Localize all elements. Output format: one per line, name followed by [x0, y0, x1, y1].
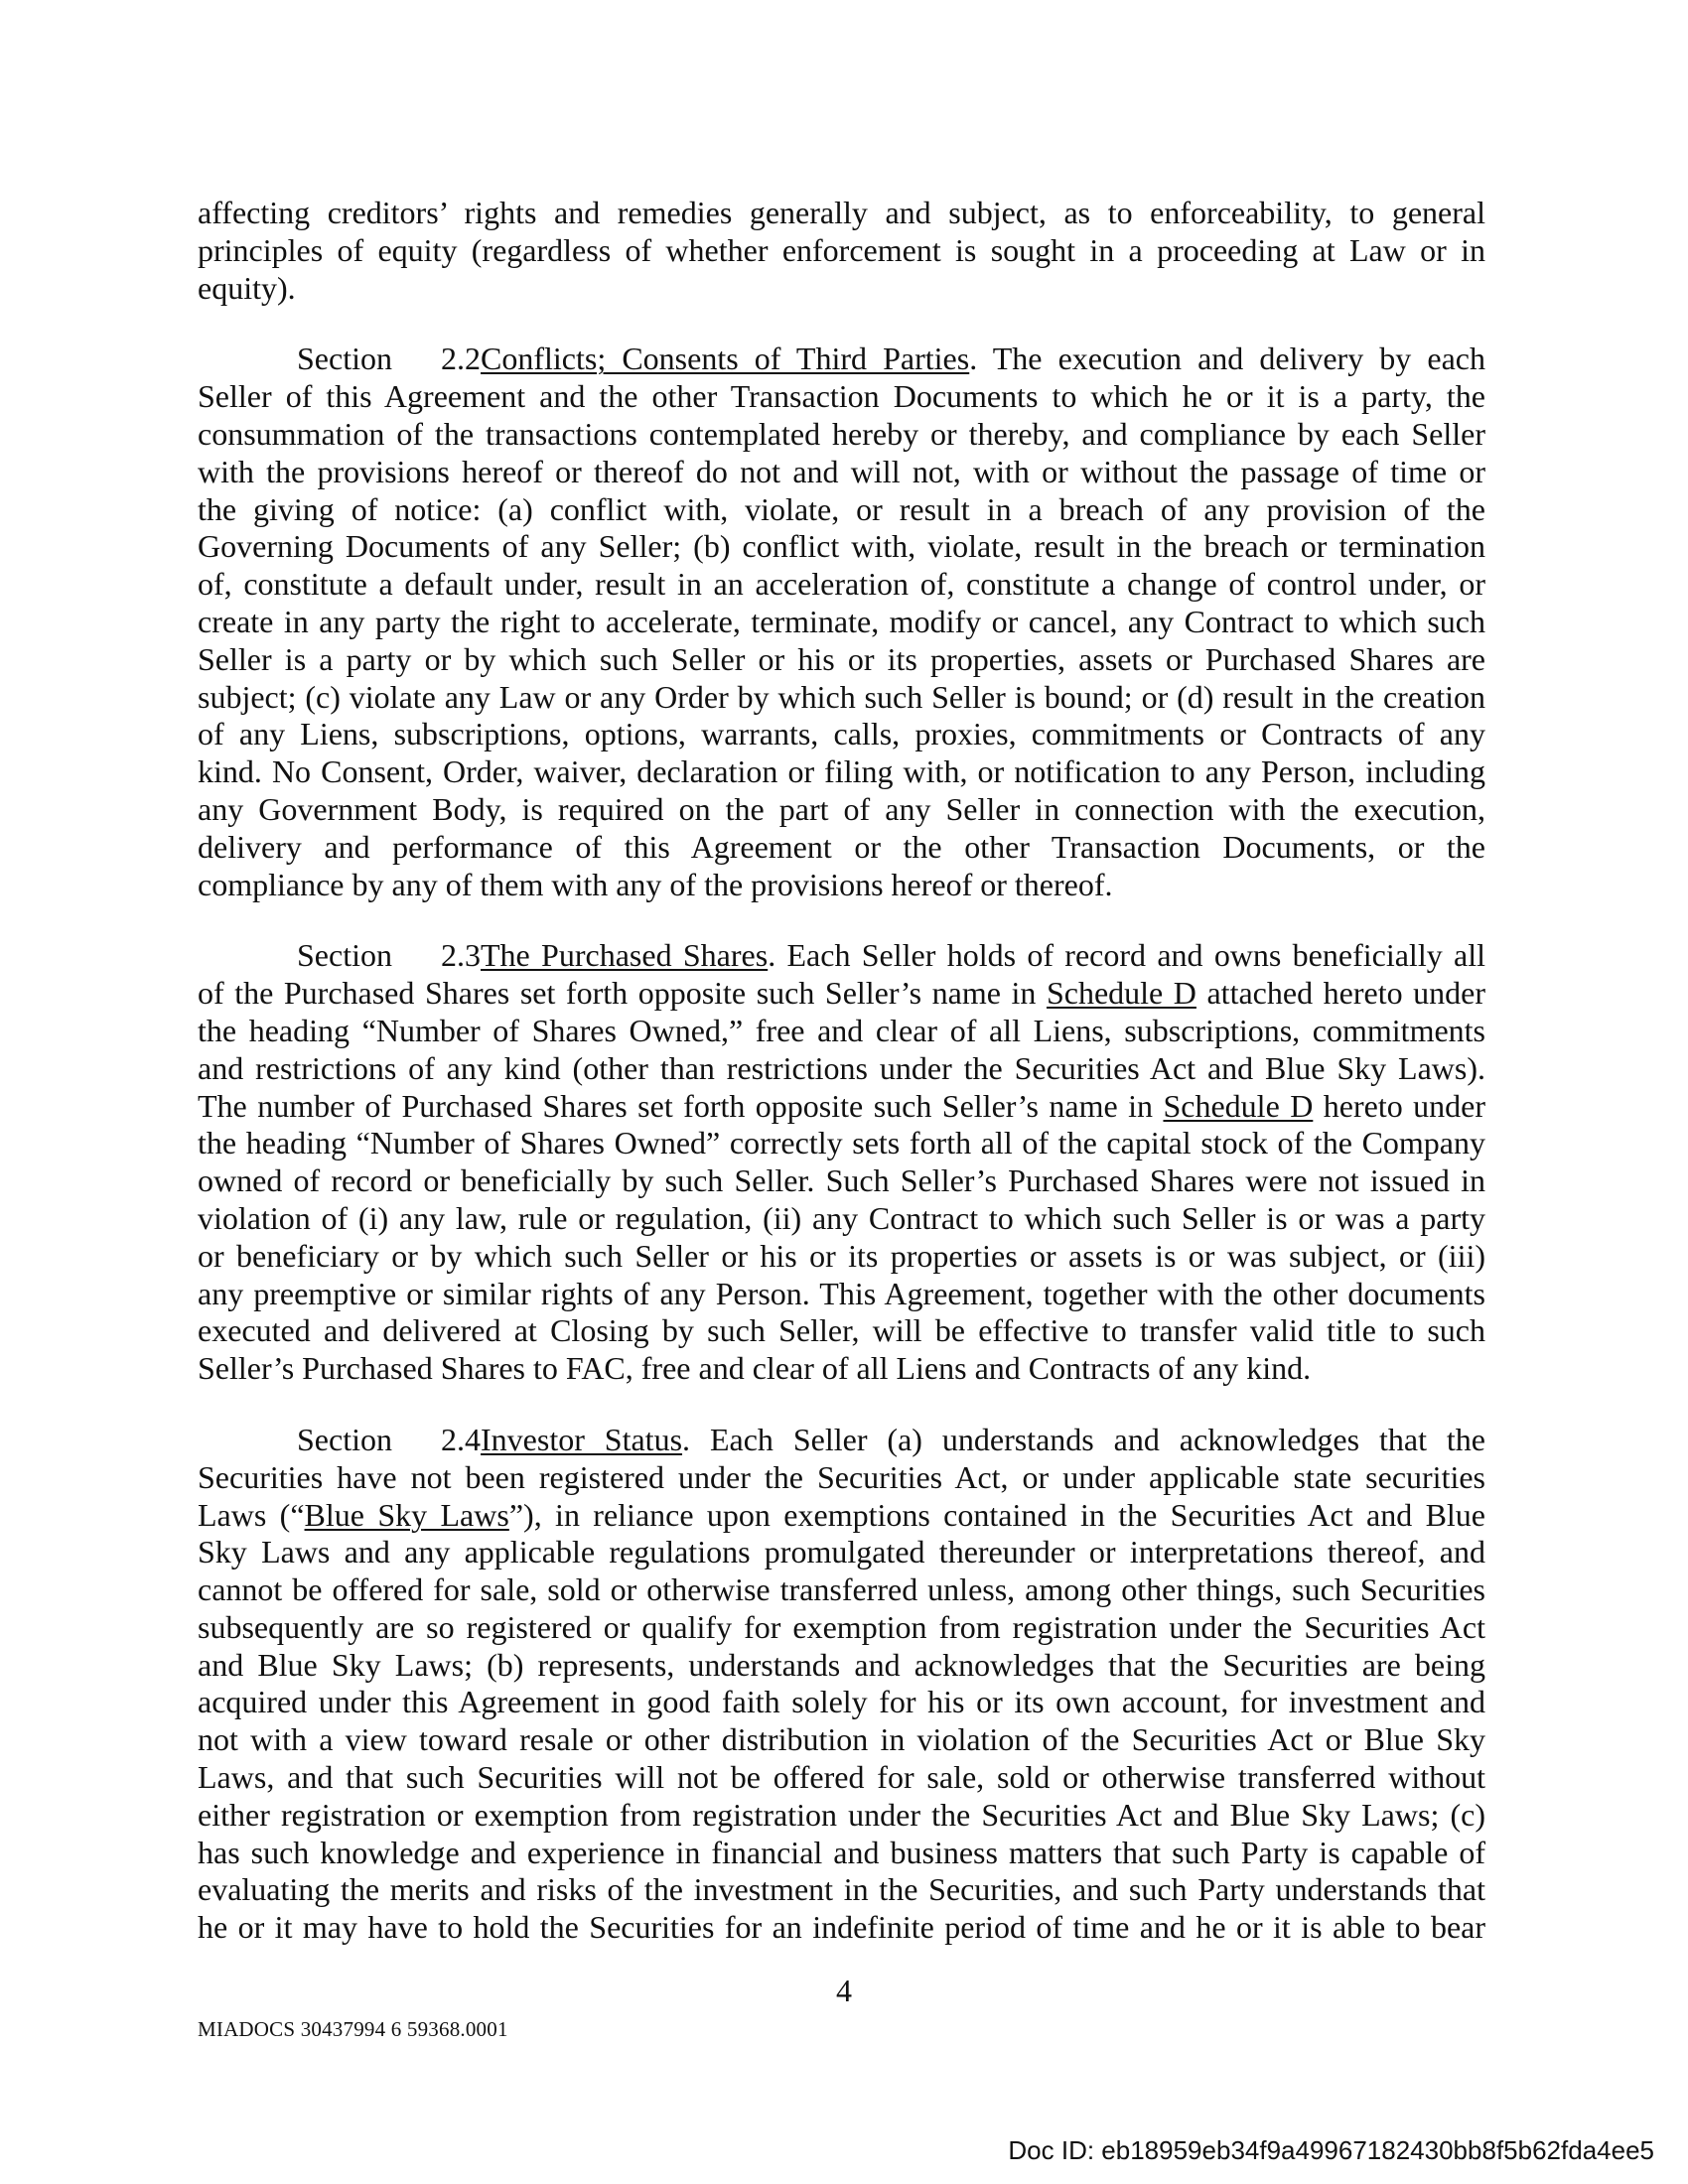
text-line: Seller’s Purchased Shares to FAC, free and clear of all Liens and Contracts of any kind. — [198, 1350, 1312, 1387]
text-line: subsequently are so registered or qualify for exemption from registration under the Securities Act — [198, 1608, 1485, 1645]
text-run: The number of Purchased Shares set forth opposite such Seller’s name in — [198, 1087, 1164, 1124]
text-line: with the provisions hereof or thereof do not and will not, with or without the passage of time or — [198, 453, 1485, 489]
text-line: either registration or exemption from registration under the Securities Act and Blue Sky Laws; (c) — [198, 1796, 1485, 1833]
text-line — [198, 1497, 1485, 1535]
text-line — [198, 1088, 1485, 1126]
document-body — [198, 195, 1485, 1980]
text-line: he or it may have to hold the Securities for an indefinite period of time and he or it is able to bear — [198, 1909, 1485, 1946]
text-run: attached hereto under — [1196, 975, 1486, 1012]
page-number: 4 — [836, 1973, 852, 2008]
text-run: hereto under — [1313, 1087, 1486, 1124]
text-run: . Each Seller holds of record and owns beneficially all — [768, 937, 1486, 974]
document-id: Doc ID: eb18959eb34f9a49967182430bb8f5b62fda4ee5 — [1008, 2135, 1654, 2165]
text-line: subject; (c) violate any Law or any Order by which such Seller is bound; or (d) result in the creation — [198, 678, 1485, 715]
schedule-reference: Schedule D — [1163, 1087, 1314, 1124]
text-line: and Blue Sky Laws; (b) represents, understands and acknowledges that the Securities are being — [198, 1646, 1485, 1683]
section-2-3-paragraph — [198, 937, 1485, 1388]
section-2-2-paragraph — [198, 341, 1485, 903]
text-line: owned of record or beneficially by such Seller. Such Seller’s Purchased Shares were not issued in — [198, 1162, 1485, 1199]
section-heading-line — [198, 937, 1485, 975]
text-line: equity). — [198, 269, 296, 306]
text-line: violation of (i) any law, rule or regulation, (ii) any Contract to which such Seller is or was a party — [198, 1199, 1485, 1236]
text-line: Laws, and that such Securities will not be offered for sale, sold or otherwise transferred without — [198, 1759, 1485, 1796]
section-number: Section 2.4 — [297, 1421, 481, 1457]
section-heading-line — [198, 341, 1485, 378]
text-line: compliance by any of them with any of the provisions hereof or thereof. — [198, 866, 1113, 902]
text-run: of the Purchased Shares set forth opposite such Seller’s name in — [198, 975, 1047, 1012]
section-title: Conflicts; Consents of Third Parties — [481, 341, 970, 377]
text-line: Sky Laws and any applicable regulations promulgated thereunder or interpretations thereof, and — [198, 1534, 1485, 1570]
text-line: of, constitute a default under, result in an acceleration of, constitute a change of control under, or — [198, 566, 1485, 603]
text-line: the giving of notice: (a) conflict with, violate, or result in a breach of any provision of the — [198, 490, 1485, 527]
text-line: Governing Documents of any Seller; (b) conflict with, violate, result in the breach or termination — [198, 528, 1485, 565]
section-number: Section 2.2 — [297, 341, 481, 377]
defined-term: Blue Sky Laws — [304, 1496, 509, 1533]
section-2-4-paragraph — [198, 1422, 1485, 1947]
text-line — [198, 975, 1485, 1013]
text-line: evaluating the merits and risks of the investment in the Securities, and such Party understands that — [198, 1871, 1485, 1908]
text-line: delivery and performance of this Agreement or the other Transaction Documents, or the — [198, 828, 1485, 865]
text-line: any preemptive or similar rights of any Person. This Agreement, together with the other documents — [198, 1275, 1485, 1311]
text-line: principles of equity (regardless of whether enforcement is sought in a proceeding at Law or in — [198, 231, 1485, 268]
text-line: has such knowledge and experience in financial and business matters that such Party is capable of — [198, 1834, 1485, 1870]
text-line: create in any party the right to accelerate, terminate, modify or cancel, any Contract to which such — [198, 603, 1485, 639]
text-run: . The execution and delivery by each — [969, 341, 1486, 377]
text-run: ”), in reliance upon exemptions contained in the Securities Act and Blue — [508, 1496, 1486, 1533]
text-line: any Government Body, is required on the part of any Seller in connection with the execution, — [198, 790, 1485, 827]
text-line: the heading “Number of Shares Owned,” free and clear of all Liens, subscriptions, commitments — [198, 1012, 1485, 1048]
text-line: acquired under this Agreement in good faith solely for his or its own account, for investment and — [198, 1684, 1485, 1720]
text-line: cannot be offered for sale, sold or otherwise transferred unless, among other things, such Securities — [198, 1571, 1485, 1608]
document-reference: MIADOCS 30437994 6 59368.0001 — [198, 2017, 508, 2041]
text-line: or beneficiary or by which such Seller or his or its properties or assets is or was subject, or (iii) — [198, 1237, 1485, 1274]
section-heading-line — [198, 1422, 1485, 1459]
text-run: Laws (“ — [198, 1496, 305, 1533]
text-line: kind. No Consent, Order, waiver, declaration or filing with, or notification to any Person, including — [198, 753, 1485, 790]
section-number: Section 2.3 — [297, 937, 481, 974]
text-line: of any Liens, subscriptions, options, warrants, calls, proxies, commitments or Contracts of any — [198, 716, 1485, 752]
text-line: Seller is a party or by which such Seller or his or its properties, assets or Purchased Shares are — [198, 640, 1485, 677]
schedule-reference: Schedule D — [1046, 975, 1196, 1012]
text-line: consummation of the transactions contemplated hereby or thereby, and compliance by each Seller — [198, 415, 1485, 452]
text-line: executed and delivered at Closing by such Seller, will be effective to transfer valid title to such — [198, 1312, 1485, 1349]
text-run: . Each Seller (a) understands and acknowledges that the — [682, 1421, 1486, 1457]
text-line: Securities have not been registered under the Securities Act, or under applicable state securities — [198, 1458, 1485, 1495]
text-line: affecting creditors’ rights and remedies generally and subject, as to enforceability, to general — [198, 195, 1485, 230]
text-line: and restrictions of any kind (other than restrictions under the Securities Act and Blue Sky Laws). — [198, 1049, 1485, 1086]
text-line: not with a view toward resale or other distribution in violation of the Securities Act or Blue Sky — [198, 1721, 1485, 1758]
text-line: Seller of this Agreement and the other Transaction Documents to which he or it is a party, the — [198, 378, 1485, 415]
continuation-paragraph — [198, 195, 1485, 307]
section-title: Investor Status — [481, 1421, 683, 1457]
section-title: The Purchased Shares — [481, 937, 769, 974]
text-line: the heading “Number of Shares Owned” correctly sets forth all of the capital stock of the Company — [198, 1125, 1485, 1161]
